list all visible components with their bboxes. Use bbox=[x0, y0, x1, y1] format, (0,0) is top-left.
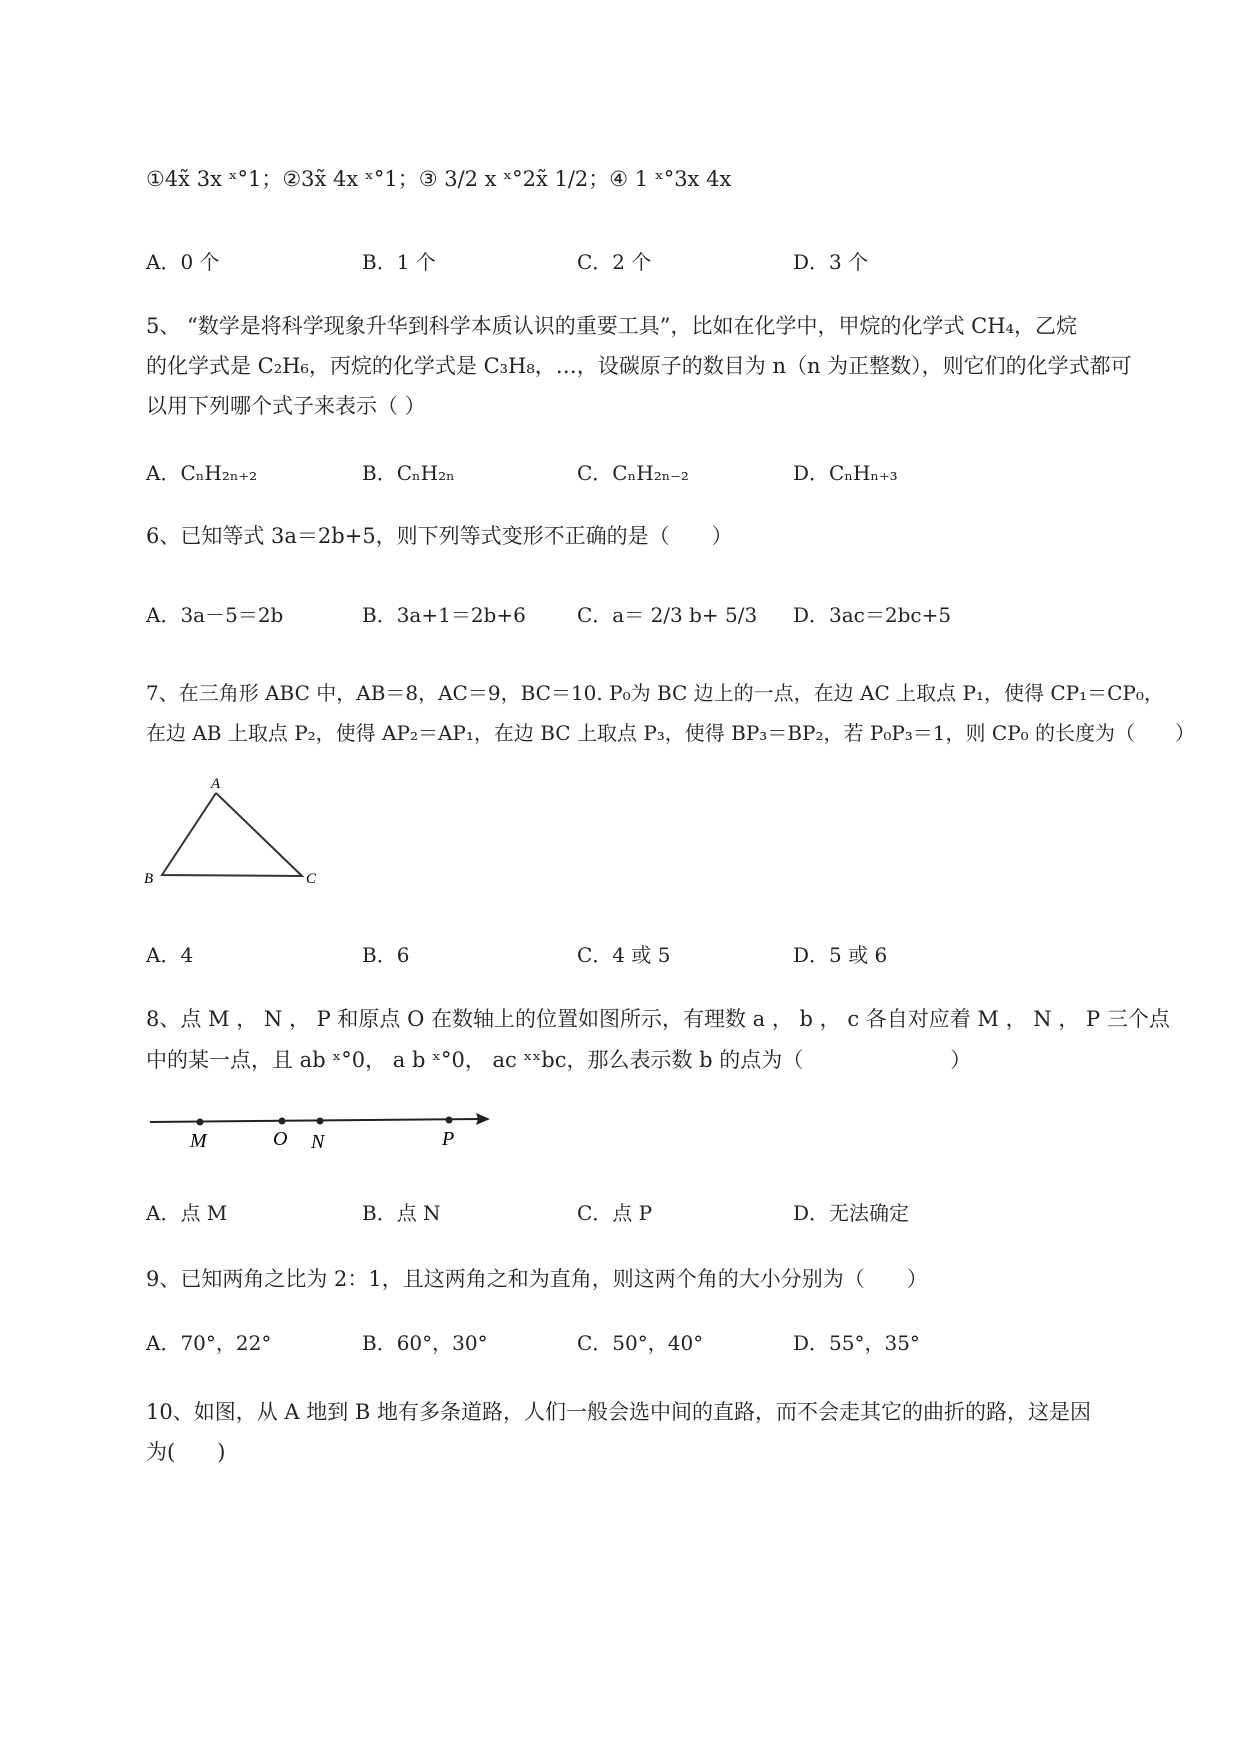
q4-option-c: C．2 个 bbox=[577, 250, 652, 274]
q5-line-2: 的化学式是 C₂H₆，丙烷的化学式是 C₃H₈，…，设碳原子的数目为 n（n 为正整数），则它们的化学式都可 bbox=[146, 354, 1132, 378]
q5-option-d: D．CₙHₙ₊₃ bbox=[793, 461, 898, 485]
q9-option-a: A．70°，22° bbox=[146, 1331, 272, 1355]
q9-line: 9、已知两角之比为 2：1，且这两角之和为直角，则这两个角的大小分别为（ ） bbox=[146, 1267, 928, 1291]
q5-line-3: 以用下列哪个式子来表示（ ） bbox=[146, 394, 426, 418]
point-p-dot bbox=[446, 1117, 453, 1124]
q6-option-b: B．3a+1＝2b+6 bbox=[362, 603, 526, 627]
axis-arrow-icon bbox=[476, 1113, 490, 1125]
q8-option-b: B．点 N bbox=[362, 1201, 441, 1225]
vertex-label-a: A bbox=[211, 776, 221, 792]
q6-line: 6、已知等式 3a＝2b+5，则下列等式变形不正确的是（ ） bbox=[146, 524, 733, 548]
q8-line-2: 中的某一点，且 ab ˣ°0， a b ˣ°0， ac ˣˣbc，那么表示数 b 的点为（ ） bbox=[146, 1048, 972, 1072]
axis-label-p: P bbox=[442, 1128, 455, 1150]
q8-option-d: D．无法确定 bbox=[793, 1201, 910, 1225]
triangle-abc bbox=[162, 793, 302, 876]
q4-option-d: D．3 个 bbox=[793, 250, 869, 274]
q7-line-1: 7、在三角形 ABC 中，AB＝8，AC＝9，BC＝10. P₀为 BC 边上的一点，在边 AC 上取点 P₁，使得 CP₁＝CP₀， bbox=[146, 681, 1164, 705]
vertex-label-c: C bbox=[306, 871, 317, 887]
point-m-dot bbox=[197, 1119, 204, 1126]
axis-label-o: O bbox=[273, 1128, 288, 1150]
q9-option-d: D．55°，35° bbox=[793, 1331, 920, 1355]
number-line-figure bbox=[140, 1100, 500, 1160]
q5-line-1: 5、 “数学是将科学现象升华到科学本质认识的重要工具”，比如在化学中，甲烷的化学式 CH₄，乙烷 bbox=[146, 314, 1077, 338]
q8-option-a: A．点 M bbox=[146, 1201, 228, 1225]
point-n-dot bbox=[317, 1118, 324, 1125]
q6-option-a: A．3a－5＝2b bbox=[146, 603, 284, 627]
q5-option-b: B．CₙH₂ₙ bbox=[362, 461, 455, 485]
triangle-figure bbox=[140, 775, 330, 895]
q9-option-c: C．50°，40° bbox=[577, 1331, 704, 1355]
q6-option-c: C．a＝ 2/3 b+ 5/3 bbox=[577, 603, 758, 627]
q4-items-text: ①4x̃ 3x ˣ°1；②3x̃ 4x ˣ°1；③ 3/2 x ˣ°2x̃ 1/2；④ 1 ˣ°3x 4x bbox=[146, 167, 732, 191]
q4-option-a: A．0 个 bbox=[146, 250, 220, 274]
q7-option-b: B．6 bbox=[362, 943, 410, 967]
q7-option-d: D．5 或 6 bbox=[793, 943, 888, 967]
q7-option-c: C．4 或 5 bbox=[577, 943, 671, 967]
axis-label-n: N bbox=[311, 1131, 325, 1153]
q4-option-b: B．1 个 bbox=[362, 250, 436, 274]
q7-line-2: 在边 AB 上取点 P₂，使得 AP₂＝AP₁，在边 BC 上取点 P₃，使得 BP₃＝BP₂，若 P₀P₃＝1，则 CP₀ 的长度为（ ） bbox=[146, 721, 1196, 745]
point-o-dot bbox=[279, 1118, 286, 1125]
q8-option-c: C．点 P bbox=[577, 1201, 653, 1225]
q10-line-1: 10、如图，从 A 地到 B 地有多条道路，人们一般会选中间的直路，而不会走其它的曲折的路，这是因 bbox=[146, 1400, 1092, 1424]
q9-option-b: B．60°，30° bbox=[362, 1331, 488, 1355]
q4-items-line bbox=[146, 163, 731, 195]
q5-option-c: C．CₙH₂ₙ₋₂ bbox=[577, 461, 689, 485]
vertex-label-b: B bbox=[144, 871, 154, 887]
q8-line-1: 8、点 M ， N ， P 和原点 O 在数轴上的位置如图所示，有理数 a ， b ， c 各自对应着 M ， N ， P 三个点 bbox=[146, 1007, 1170, 1031]
q6-option-d: D．3ac＝2bc+5 bbox=[793, 603, 952, 627]
q7-option-a: A．4 bbox=[146, 943, 194, 967]
q5-option-a: A．CₙH₂ₙ₊₂ bbox=[146, 461, 258, 485]
q10-line-2: 为( ) bbox=[146, 1440, 226, 1464]
axis-label-m: M bbox=[190, 1130, 207, 1152]
